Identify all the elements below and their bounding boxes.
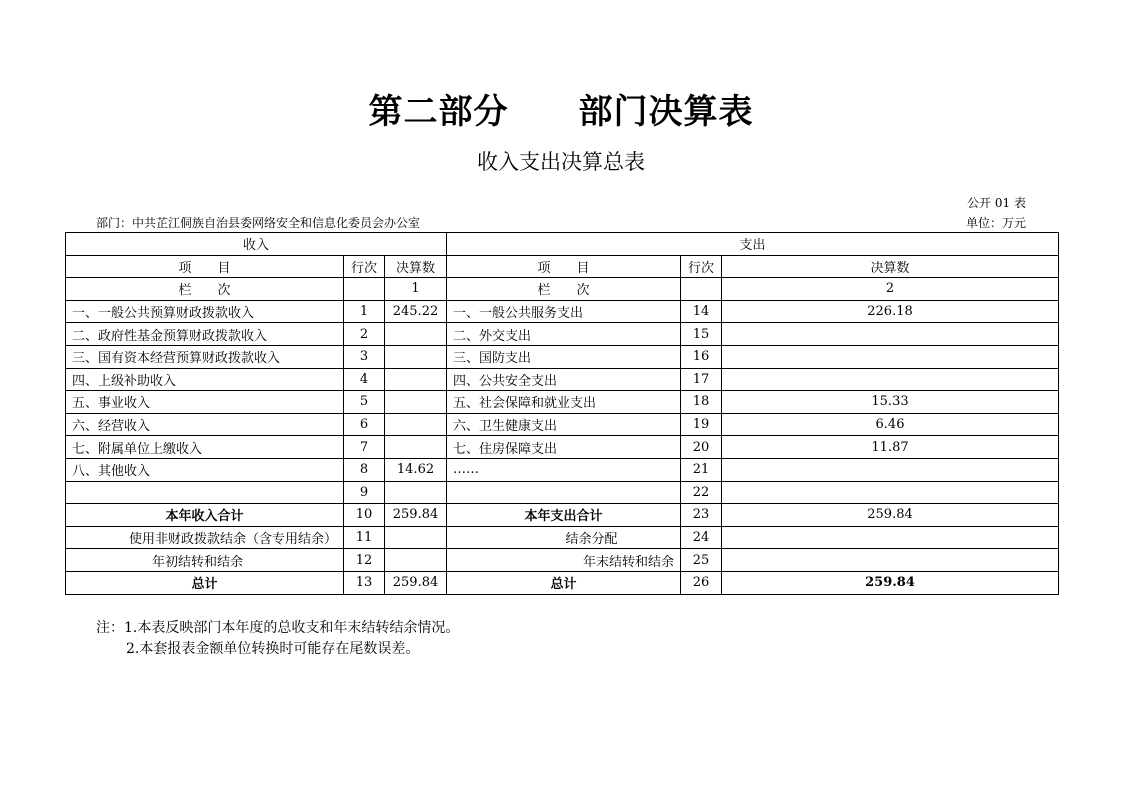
income-item [66, 481, 344, 504]
income-item: 六、经营收入 [66, 413, 344, 436]
income-item-header: 项 目 [66, 255, 344, 278]
table-row [66, 323, 1059, 346]
income-line-no: 1 [344, 300, 385, 323]
col-label: 栏 次 [447, 278, 681, 301]
empty-cell [681, 278, 722, 301]
col-label: 栏 次 [66, 278, 344, 301]
income-item: 年初结转和结余 [66, 549, 344, 572]
expense-line-no: 15 [681, 323, 722, 346]
note-line-1: 注：1.本表反映部门本年度的总收支和年末结转结余情况。 [96, 620, 460, 636]
income-grand-total-label: 总计 [66, 571, 344, 594]
expense-grand-total-label: 总计 [447, 571, 681, 594]
expense-header: 支出 [447, 233, 1059, 256]
income-grand-total: 259.84 [385, 571, 447, 594]
income-item: 二、政府性基金预算财政拨款收入 [66, 323, 344, 346]
expense-item-header: 项 目 [447, 255, 681, 278]
income-amount [385, 413, 447, 436]
empty-cell [344, 278, 385, 301]
income-amount [385, 345, 447, 368]
expense-line-no: 25 [681, 549, 722, 572]
income-amount [385, 368, 447, 391]
table-subtitle: 收入支出决算总表 [477, 150, 645, 174]
expense-item: 一、一般公共服务支出 [447, 300, 681, 323]
column-index-row [66, 278, 1059, 301]
income-amount [385, 481, 447, 504]
expense-item [447, 481, 681, 504]
income-item: 使用非财政拨款结余（含专用结余） [66, 526, 344, 549]
expense-item: 六、卫生健康支出 [447, 413, 681, 436]
col-index-2: 2 [722, 278, 1059, 301]
expense-line-no: 17 [681, 368, 722, 391]
income-amount [385, 436, 447, 459]
expense-amount: 11.87 [722, 436, 1059, 459]
table-row [66, 368, 1059, 391]
table-row [66, 526, 1059, 549]
expense-item: 三、国防支出 [447, 345, 681, 368]
income-item: 五、事业收入 [66, 391, 344, 414]
expense-item: 五、社会保障和就业支出 [447, 391, 681, 414]
table-row [66, 481, 1059, 504]
expense-item: 四、公共安全支出 [447, 368, 681, 391]
income-line-no: 9 [344, 481, 385, 504]
expense-amount [722, 345, 1059, 368]
income-amount [385, 391, 447, 414]
income-line-no: 3 [344, 345, 385, 368]
table-header-row [66, 233, 1059, 256]
expense-line-no: 20 [681, 436, 722, 459]
expense-amount [722, 368, 1059, 391]
income-amount: 245.22 [385, 300, 447, 323]
income-amount: 259.84 [385, 504, 447, 527]
expense-amount: 259.84 [722, 504, 1059, 527]
income-line-no: 7 [344, 436, 385, 459]
expense-line-no: 22 [681, 481, 722, 504]
expense-item: 年末结转和结余 [447, 549, 681, 572]
expense-item: …… [447, 458, 681, 481]
income-line-no: 10 [344, 504, 385, 527]
title-main: 部门决算表 [578, 92, 754, 132]
table-header-row [66, 255, 1059, 278]
table-row [66, 458, 1059, 481]
expense-line-header: 行次 [681, 255, 722, 278]
expense-line-no: 24 [681, 526, 722, 549]
income-amount [385, 323, 447, 346]
income-amount [385, 526, 447, 549]
expense-item: 本年支出合计 [447, 504, 681, 527]
expense-amount [722, 323, 1059, 346]
expense-line-no: 18 [681, 391, 722, 414]
income-amount: 14.62 [385, 458, 447, 481]
income-line-no: 4 [344, 368, 385, 391]
income-line-no: 5 [344, 391, 385, 414]
expense-item: 七、住房保障支出 [447, 436, 681, 459]
expense-item: 结余分配 [447, 526, 681, 549]
expense-amount [722, 458, 1059, 481]
income-expense-table [65, 232, 1059, 595]
table-row [66, 504, 1059, 527]
income-item: 七、附属单位上缴收入 [66, 436, 344, 459]
expense-amount: 6.46 [722, 413, 1059, 436]
income-line-header: 行次 [344, 255, 385, 278]
income-line-no: 12 [344, 549, 385, 572]
expense-amount [722, 526, 1059, 549]
income-line-no: 6 [344, 413, 385, 436]
table-row [66, 549, 1059, 572]
expense-amount-header: 决算数 [722, 255, 1059, 278]
income-item: 四、上级补助收入 [66, 368, 344, 391]
expense-amount [722, 481, 1059, 504]
expense-grand-total: 259.84 [722, 571, 1059, 594]
expense-line-no: 19 [681, 413, 722, 436]
expense-item: 二、外交支出 [447, 323, 681, 346]
income-item: 三、国有资本经营预算财政拨款收入 [66, 345, 344, 368]
table-row [66, 436, 1059, 459]
col-index-1: 1 [385, 278, 447, 301]
expense-line-no: 26 [681, 571, 722, 594]
income-item: 本年收入合计 [66, 504, 344, 527]
unit-label: 单位：万元 [965, 216, 1026, 230]
note-line-2: 2.本套报表金额单位转换时可能存在尾数误差。 [126, 641, 420, 657]
expense-amount: 226.18 [722, 300, 1059, 323]
expense-amount: 15.33 [722, 391, 1059, 414]
table-row [66, 345, 1059, 368]
expense-line-no: 14 [681, 300, 722, 323]
page-title [0, 84, 1122, 133]
title-part: 第二部分 [368, 92, 509, 132]
notes [96, 618, 459, 660]
table-row [66, 571, 1059, 594]
income-line-no: 2 [344, 323, 385, 346]
income-line-no: 13 [344, 571, 385, 594]
income-line-no: 11 [344, 526, 385, 549]
table-row [66, 413, 1059, 436]
income-item: 八、其他收入 [66, 458, 344, 481]
table-code: 公开 01 表 [967, 196, 1026, 210]
income-amount-header: 决算数 [385, 255, 447, 278]
income-line-no: 8 [344, 458, 385, 481]
income-header: 收入 [66, 233, 447, 256]
expense-line-no: 21 [681, 458, 722, 481]
expense-amount [722, 549, 1059, 572]
income-amount [385, 549, 447, 572]
expense-line-no: 16 [681, 345, 722, 368]
table-row [66, 300, 1059, 323]
income-item: 一、一般公共预算财政拨款收入 [66, 300, 344, 323]
expense-line-no: 23 [681, 504, 722, 527]
department-label: 部门：中共芷江侗族自治县委网络安全和信息化委员会办公室 [96, 216, 421, 230]
table-row [66, 391, 1059, 414]
